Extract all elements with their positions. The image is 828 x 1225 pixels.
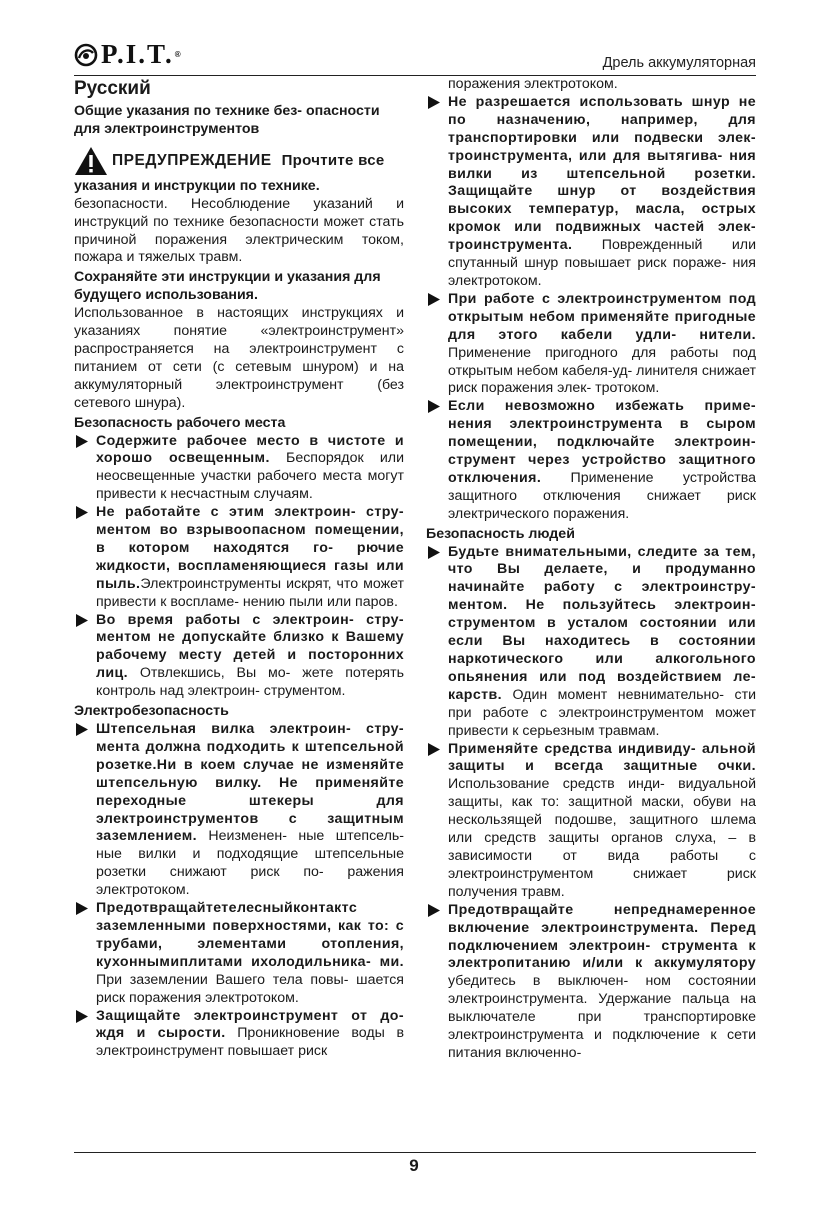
triangle-bullet-icon [76,902,88,915]
document-title: Дрель аккумуляторная [602,55,756,71]
list-item [426,291,756,398]
list-item [74,612,404,702]
left-column [74,76,404,1061]
language-heading: Русский [74,78,151,99]
footer-divider [74,1152,756,1153]
definition-paragraph: Использованное в настоящих инструкциях и указаниях понятие «электроинструмент» распространяется на электроинструмент с питанием от сети (с сетевым шнуром) и на аккумуляторный электроинструмент (без сетевого шнура). [74,305,404,411]
people-safety-list [426,544,756,1063]
pit-swirl-logo-icon [74,43,98,67]
triangle-bullet-icon [76,614,88,627]
intro-paragraph: безопасности. Несоблюдение указаний и инструкций по технике безопасности может стать причиной поражения электрическим током, пожара и тяжелых травм. [74,195,404,266]
list-item [74,1008,404,1062]
item-bold-text: Не разрешается использовать шнур не по назначению, например, для транспортировки или подвески элек- троинструмента, или для вытягива- ния вилки из штепсельной розетки. Защищайте шнур от воздействия высоких температур, масла, острых кромок или подвижных частей элек- троинструмента. [448,93,756,254]
triangle-bullet-icon [76,723,88,736]
item-bold-text: Если невозможно избежать приме- нения электроинструмента в сыром помещении, подключайте электроин- струмент через устройство защитного отключения. [448,398,756,486]
item-text: Использование средств инди- видуальной защиты, как то: защитной маски, обуви на нескользящей подошве, защитного шлема или средств защиты органов слуха, – в зависимости от вида работы с электроинструментом снижает риск получения травм. [448,776,756,900]
electrical-safety-list [74,721,404,1061]
item-bold-text: Штепсельная вилка электроин- стру-мента должна подходить к штепсельной розетке.Ни в коем случае не изменяйте штепсельную вилку. Не применяйте переходные штекеры для электроинструментов с защитным заземлением. [96,721,404,845]
list-item [74,721,404,900]
item-text: Неизменен- ные штепсель- ные вилки и подходящие штепсельные розетки снижают риск по- ражения электротоком. [96,828,404,899]
workplace-safety-heading: Безопасность рабочего места [74,414,286,431]
electrical-safety-heading: Электробезопасность [74,703,229,720]
item-text: Отвлекшись, Вы мо- жете потерять контроль над электроин- струментом. [96,665,404,700]
item-text: Один момент невнимательно- сти при работе с электроинструментом может привести к серьезным травмам. [448,686,756,739]
brand-logo [74,39,183,70]
item-bold-text: Предотвращайте непреднамеренное включение электроинструмента. Перед подключением электроин- струмента к электропитанию и/или к аккумулятору [448,901,756,972]
item-text: При заземлении Вашего тела повы- шается риск поражения электротоком. [96,971,404,1006]
triangle-bullet-icon [428,743,440,756]
keep-instructions-heading: Сохраняйте эти инструкции и указания для будущего использования. [74,269,381,304]
item-bold-text: Во время работы с электроин- стру-ментом не допускайте близко к Вашему рабочему месту детей и посторонних лиц. [96,611,404,682]
list-item [426,741,756,902]
triangle-bullet-icon [428,400,440,413]
item-bold-text: Применяйте средства индивиду- альной защиты и всегда защитные очки. [448,740,756,775]
warning-line [74,147,404,175]
people-safety-heading: Безопасность людей [426,525,575,542]
triangle-bullet-icon [428,904,440,917]
page-header [74,40,756,76]
item-text: Применение устройства защитного отключения снижает риск электрического поражения. [448,469,756,522]
triangle-bullet-icon [428,96,440,109]
triangle-bullet-icon [76,1010,88,1023]
item-text: убедитесь в выключен- ном состоянии электроинструмента. Удержание пальца на выключателе при транспортировке электроинструмента и подключение к сети питания включенно- [448,973,756,1061]
triangle-bullet-icon [428,546,440,559]
list-item [426,902,756,1063]
list-item [426,544,756,741]
page-number: 9 [409,1156,419,1175]
warning-triangle-icon [74,146,108,176]
general-safety-heading: Общие указания по технике без- опасности для электроинструментов [74,103,380,137]
warning-text: Прочтите все [281,151,385,169]
item-bold-text: Предотвращайтетелесныйконтактс заземленными поверхностями, как то: с трубами, элементами отопления, кухоннымиплитами ихолодильника- ми. [96,900,404,970]
triangle-bullet-icon [428,293,440,306]
list-item [426,398,756,523]
item-text: Применение пригодного для работы под открытым небом кабеля-уд- линителя снижает риск поражения элек- тротоком. [448,344,756,397]
registered-mark: ® [174,50,183,59]
workplace-safety-list [74,433,404,702]
item-text: Беспорядок или неосвещенные участки рабочего места могут привести к несчастным случаям. [96,450,404,503]
item-bold-text: При работе с электроинструментом под открытым небом применяйте пригодные для этого кабели удли- нители. [448,290,756,343]
triangle-bullet-icon [76,435,88,448]
item-text: Проникновение воды в электроинструмент повышает риск [96,1025,405,1060]
list-item [74,900,404,1007]
continuation-text: поражения электротоком. [448,76,618,92]
triangle-bullet-icon [76,506,88,519]
item-text: Поврежденный или спутанный шнур повышает риск пораже- ния электротоком. [448,237,756,289]
warning-continuation: указания и инструкции по технике. [74,177,320,194]
list-item [74,433,404,505]
list-item [426,94,756,291]
item-text: Электроинструменты искрят, что может привести к воспламе- нению пыли или паров. [96,575,404,610]
brand-name: P.I.T. [101,39,174,69]
electrical-safety-list-continued [426,94,756,524]
right-column [426,76,756,1063]
item-bold-text: Защищайте электроинструмент от до- ждя и сырости. [96,1007,404,1042]
item-bold-text: Будьте внимательными, следите за тем, что Вы делаете, и продуманно начинайте работу с электроинстру- ментом. Не пользуйтесь электроин- струментом в усталом состоянии или если Вы находитесь в состоянии наркотического или алкогольного опьянения или под воздействием ле- карств. [448,543,756,703]
item-bold-text: Не работайте с этим электроин- стру-ментом во взрывоопасном помещении, в котором находятся го- рючие жидкости, воспламеняющиеся газы или пыль. [96,504,404,592]
list-item [74,504,404,611]
item-bold-text: Содержите рабочее место в чистоте и хорошо освещенным. [96,432,404,467]
warning-word: ПРЕДУПРЕЖДЕНИЕ [112,151,272,169]
